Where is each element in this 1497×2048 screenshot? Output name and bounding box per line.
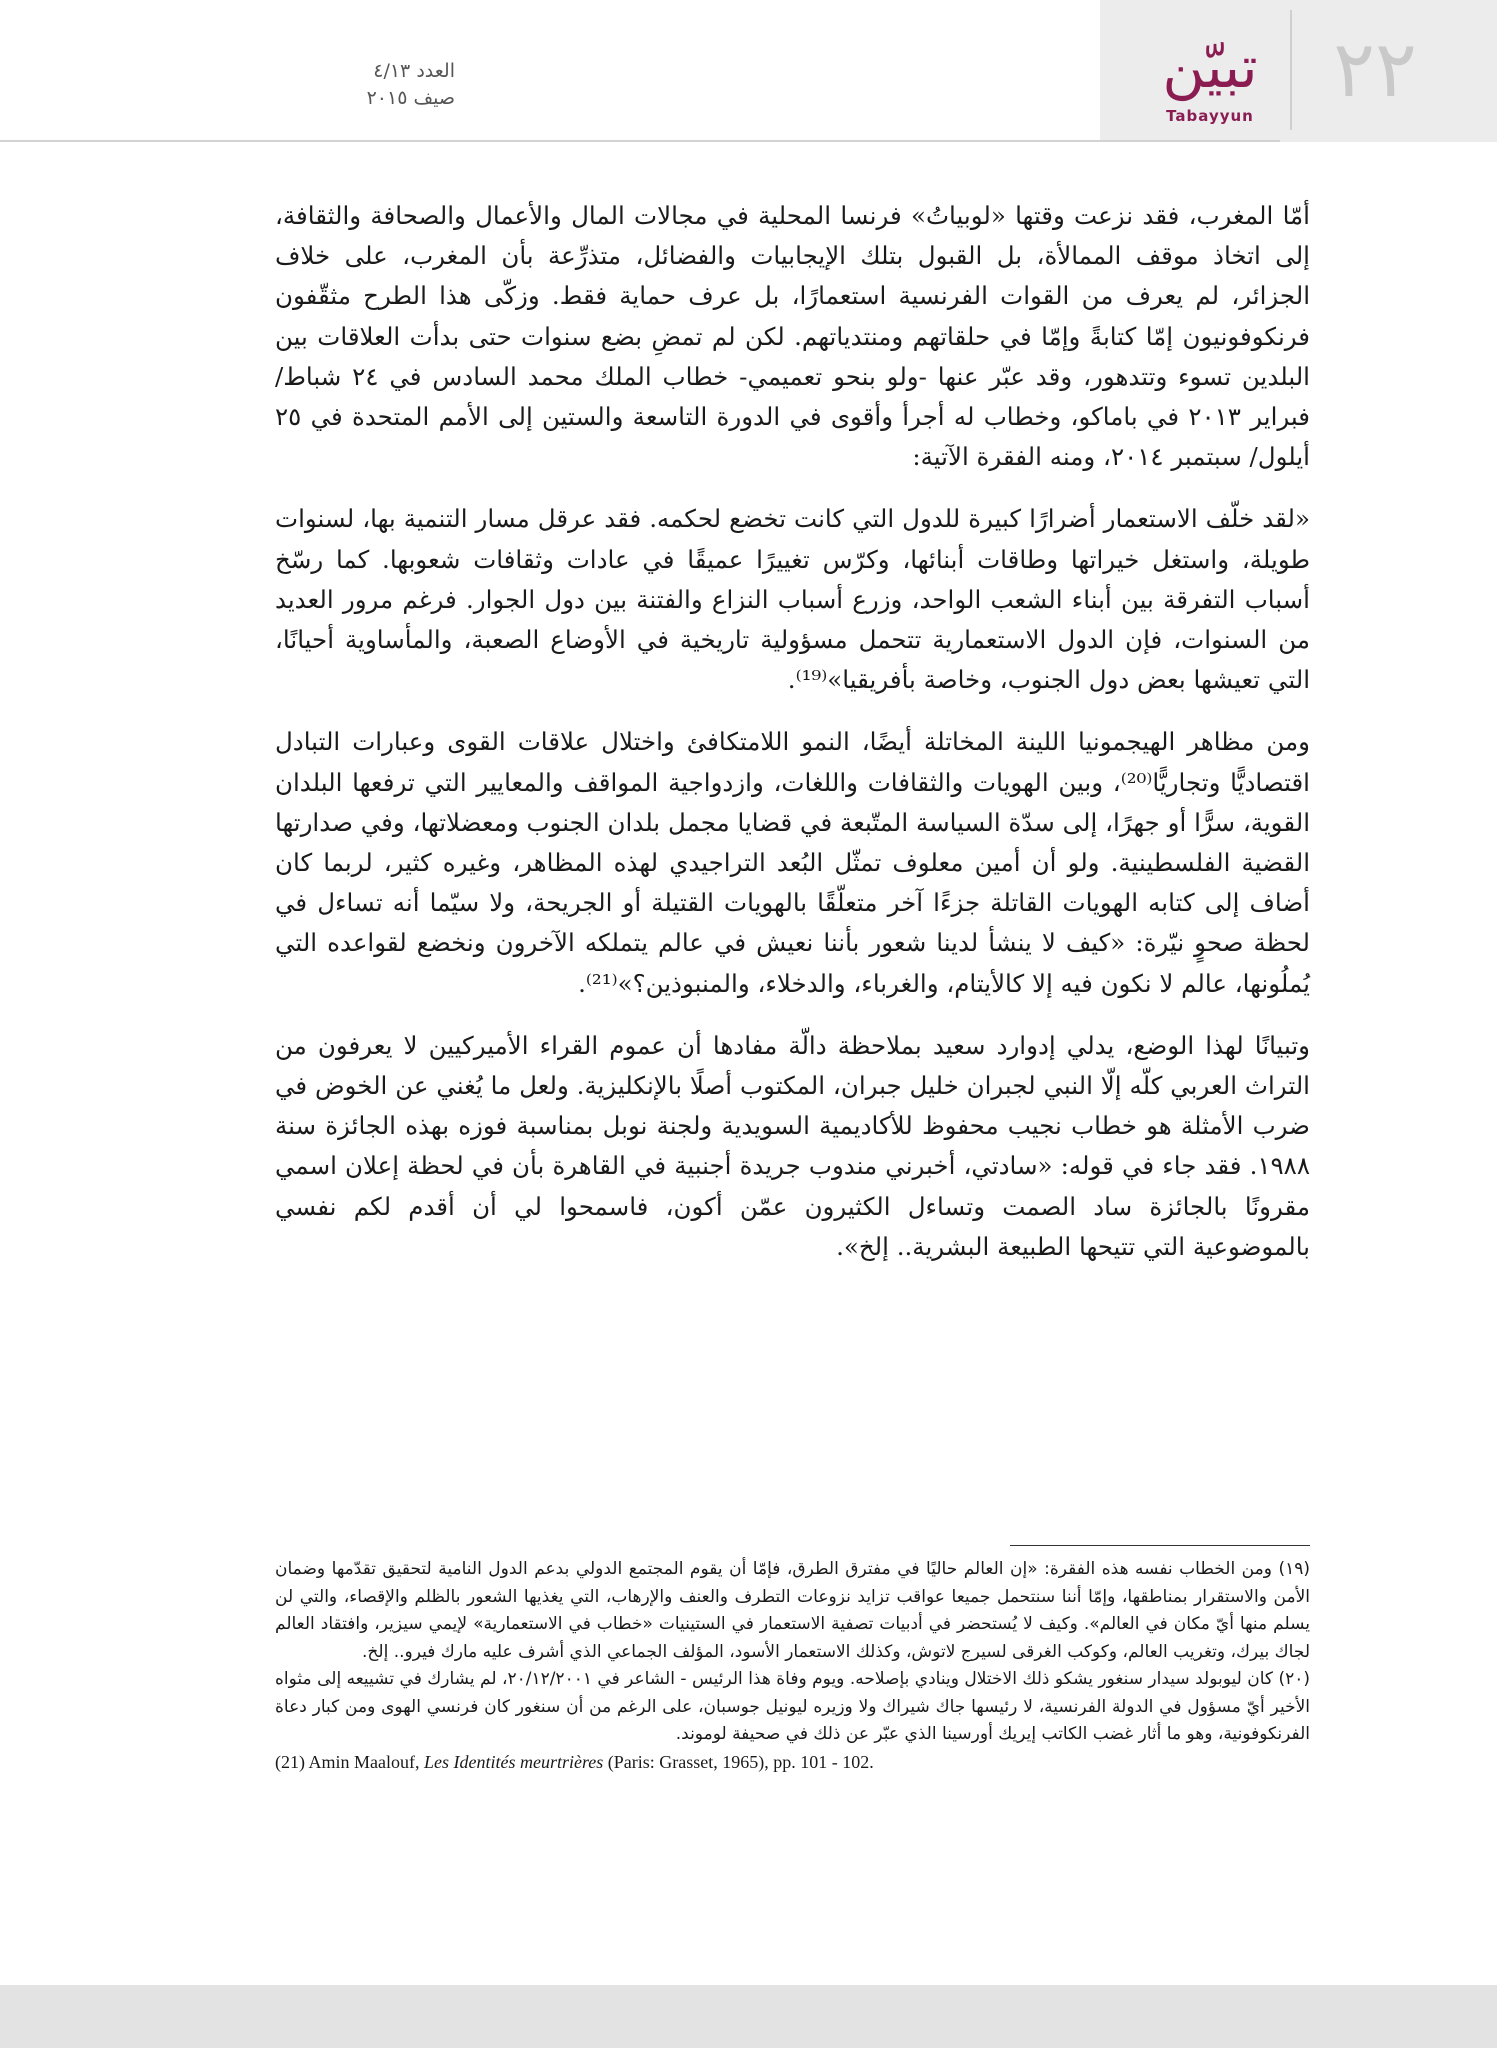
- paragraph-2-quote: «لقد خلّف الاستعمار أضرارًا كبيرة للدول التي كانت تخضع لحكمه. فقد عرقل مسار التنمية بها، لسنوات طويلة، واستغل خيراتها وطاقات أبنائها، وكرّس تغييرًا عميقًا في عادات وثقافات شعوبها. كما رسّخ أسباب التفرقة بين أبناء الشعب الواحد، وزرع أسباب النزاع والفتنة بين دول الجوار. فرغم مرور العديد من السنوات، فإن الدول الاستعمارية تتحمل مسؤولية تاريخية في الأوضاع الصعبة، والمأساوية أحيانًا، التي تعيشها بعض دول الجنوب، وخاصة بأفريقيا»⁽¹⁹⁾.: [275, 504, 1310, 695]
- footnote-separator: [1010, 1545, 1310, 1546]
- footnote-21-author: (21) Amin Maalouf,: [275, 1751, 424, 1772]
- header-divider: [0, 140, 1280, 142]
- paragraph-4: وتبيانًا لهذا الوضع، يدلي إدوارد سعيد بملاحظة دالّة مفادها أن عموم القراء الأميركيين لا يعرفون من التراث العربي كلّه إلّا النبي لجبران خليل جبران، المكتوب أصلًا بالإنكليزية. ولعل ما يُغني عن الخوض في ضرب الأمثلة هو خطاب نجيب محفوظ للأكاديمية السويدية ولجنة نوبل بمناسبة فوزه بهذه الجائزة سنة ١٩٨٨. فقد جاء في قوله: «سادتي، أخبرني مندوب جريدة أجنبية في القاهرة بأن في لحظة إعلان اسمي مقرونًا بالجائزة ساد الصمت وتساءل الكثيرون عمّن أكون، فاسمحوا لي أن أقدم لكم نفسي بالموضوعية التي تتيحها الطبيعة البشرية.. إلخ».: [275, 1030, 1310, 1261]
- footnote-21-title: Les Identités meurtrières: [423, 1751, 604, 1772]
- page-number: ٢٢: [1333, 25, 1417, 115]
- issue-number: العدد ٤/١٣: [373, 60, 455, 82]
- footnote-20: (٢٠) كان ليوبولد سيدار سنغور يشكو ذلك الاختلال وينادي بإصلاحه. ويوم وفاة هذا الرئيس - الشاعر في ٢٠/١٢/٢٠٠١، لم يشارك في تشييعه إلى مثواه الأخير أيّ مسؤول في الدولة الفرنسية، لا رئيسها جاك شيراك ولا وزيره ليونيل جوسبان، على الرغم من أن سنغور كان فرنسي الهوى ومن كبار دعاة الفرنكوفونية، وهو ما أثار غضب الكاتب إيريك أورسينا الذي عبّر عن ذلك في صحيفة لوموند.: [275, 1669, 1310, 1744]
- logo-arabic: تبيّن: [1162, 33, 1258, 101]
- footnotes: [275, 1556, 1310, 1776]
- page-number-rule: [1290, 10, 1292, 130]
- logo-latin: Tabayyun: [1166, 107, 1254, 125]
- issue-info: [255, 58, 455, 118]
- page-footer: [0, 1985, 1497, 2048]
- journal-logo: [1140, 28, 1280, 128]
- issue-season: صيف ٢٠١٥: [366, 87, 455, 109]
- article-body: [275, 196, 1310, 1289]
- footnote-19: (١٩) ومن الخطاب نفسه هذه الفقرة: «إن العالم حاليًا في مفترق الطرق، فإمّا أن يقوم المجتمع الدولي بدعم الدول النامية لتحقيق تقدّمها وضمان الأمن والاستقرار بمناطقها، وإمّا أننا سنتحمل جميعا عواقب تزايد نزوعات التطرف والعنف والإرهاب، التي يغذيها الشعور بالظلم والإقصاء، والتي لن يسلم منها أيّ مكان في العالم». وكيف لا يُستحضر في أدبيات تصفية الاستعمار في الستينيات «خطاب في الاستعمارية» لإيمي سيزير، وافتقاد العالم لجاك بيرك، وتغريب العالم، وكوكب الغرقى لسيرج لاتوش، وكذلك الاستعمار الأسود، المؤلف الجماعي الذي أشرف عليه مارك فيرو.. إلخ.: [275, 1559, 1310, 1662]
- paragraph-3: ومن مظاهر الهيجمونيا اللينة المخاتلة أيضًا، النمو اللامتكافئ واختلال علاقات القوى وعبارات التبادل اقتصاديًّا وتجاريًّا⁽²⁰⁾، وبين الهويات والثقافات واللغات، وازدواجية المواقف والمعايير التي ترفعها البلدان القوية، سرًّا أو جهرًا، إلى سدّة السياسة المتّبعة في قضايا مجمل بلدان الجنوب ومعضلاتها، وفي صدارتها القضية الفلسطينية. ولو أن أمين معلوف تمثّل البُعد التراجيدي لهذه المظاهر، وغيره كثير، لربما كان أضاف إلى كتابه الهويات القاتلة جزءًا آخر متعلّقًا بالهويات القتيلة أو الجريحة، ولا سيّما أنه تساءل في لحظة صحوٍ نيّرة: «كيف لا ينشأ لدينا شعور بأننا نعيش في عالم يتملكه الآخرون ونخضع لقواعده التي يُملُونها، عالم لا نكون فيه إلا كالأيتام، والغرباء، والدخلاء، والمنبوذين؟»⁽²¹⁾.: [275, 727, 1310, 998]
- footnote-21-publication: (Paris: Grasset, 1965), pp. 101 - 102.: [603, 1751, 874, 1772]
- footnote-21: [275, 1749, 1310, 1776]
- paragraph-1: أمّا المغرب، فقد نزعت وقتها «لوبياتُ» فرنسا المحلية في مجالات المال والأعمال والصحافة والثقافة، إلى اتخاذ موقف الممالأة، بل القبول بتلك الإيجابيات والفضائل، متذرِّعة بأن المغرب، على خلاف الجزائر، لم يعرف من القوات الفرنسية استعمارًا، بل عرف حماية فقط. وزكّى هذا الطرح مثقّفون فرنكوفونيون إمّا كتابةً وإمّا في حلقاتهم ومنتدياتهم. لكن لم تمضِ بضع سنوات حتى بدأت العلاقات بين البلدين تسوء وتتدهور، وقد عبّر عنها -ولو بنحو تعميمي- خطاب الملك محمد السادس في ٢٤ شباط/ فبراير ٢٠١٣ في باماكو، وخطاب له أجرأ وأقوى في الدورة التاسعة والستين إلى الأمم المتحدة في ٢٥ أيلول/ سبتمبر ٢٠١٤، ومنه الفقرة الآتية:: [275, 201, 1310, 472]
